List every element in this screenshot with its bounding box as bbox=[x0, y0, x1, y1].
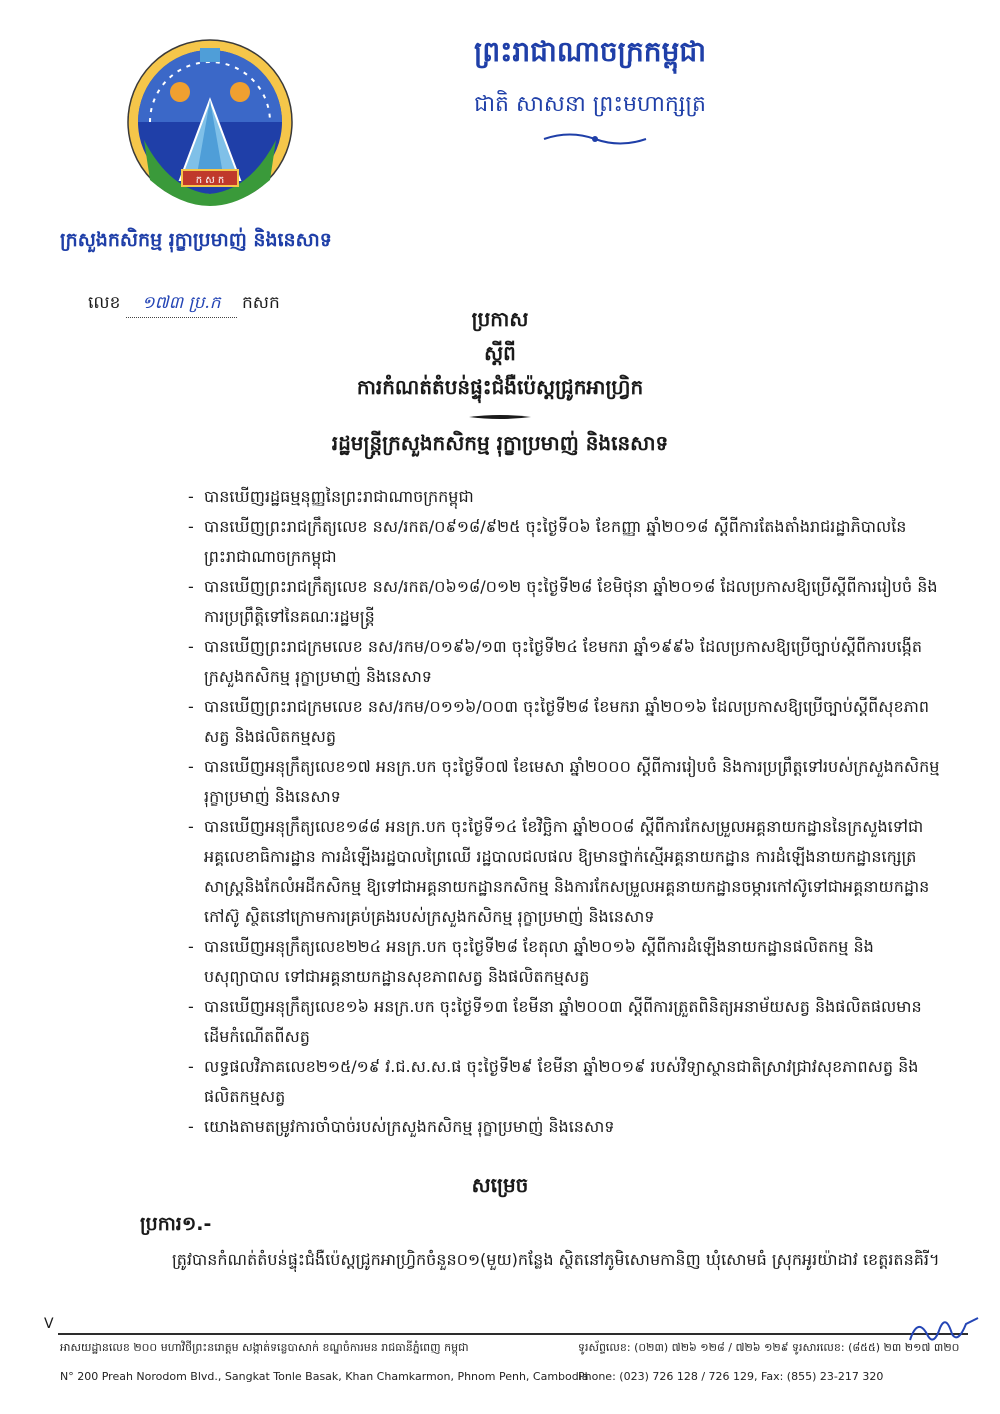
kingdom-title: ព្រះរាជាណាចក្រកម្ពុជា bbox=[473, 35, 706, 68]
list-item: - បានឃើញព្រះរាជក្រឹត្យលេខ នស/រកត/០៩១៨/៩២៥ ចុះថ្ងៃទី០៦ ខែកញ្ញា ឆ្នាំ២០១៨ ស្តីពីការតែងតាំងរាជរដ្ឋាភិបាលនៃព្រះរាជាណាចក្រកម្ពុជា bbox=[188, 512, 940, 572]
preamble-list bbox=[188, 482, 940, 1142]
national-motto: ជាតិ សាសនា ព្រះមហាក្សត្រ bbox=[474, 92, 706, 117]
handwritten-initials-icon bbox=[904, 1310, 984, 1350]
reference-handwritten: ១៧៣ ប្រ.ក bbox=[126, 292, 237, 318]
footer-address-kh: អាសយដ្ឋានលេខ ២០០ មហាវិថីព្រះនរោត្តម សង្កាត់ទន្លេបាសាក់ ខណ្ឌចំការមន រាជធានីភ្នំពេញ កម្ពុជា bbox=[60, 1341, 469, 1354]
list-item: - បានឃើញព្រះរាជក្រមលេខ នស/រកម/០១៩៦/១៣ ចុះថ្ងៃទី២៤ ខែមករា ឆ្នាំ១៩៩៦ ដែលប្រកាសឱ្យប្រើច្បាប់ស្តីពីការបង្កើតក្រសួងកសិកម្ម រុក្ខាប្រមាញ់ និងនេសាទ bbox=[188, 632, 940, 692]
reference-prefix: លេខ bbox=[88, 293, 121, 313]
article-1-heading: ប្រការ១.- bbox=[140, 1213, 212, 1235]
list-item: - បានឃើញអនុក្រឹត្យលេខ១៦ អនក្រ.បក ចុះថ្ងៃទី១៣ ខែមីនា ឆ្នាំ២០០៣ ស្តីពីការត្រួតពិនិត្យអនាម័យសត្វ និងផលិតផលមានដើមកំណើតពីសត្វ bbox=[188, 992, 940, 1052]
footer-address-en: N° 200 Preah Norodom Blvd., Sangkat Tonle Basak, Khan Chamkarmon, Phnom Penh, Cambodia bbox=[60, 1370, 589, 1383]
title-concerning: ស្តីពី bbox=[484, 341, 516, 365]
list-item: - បានឃើញអនុក្រឹត្យលេខ២២៤ អនក្រ.បក ចុះថ្ងៃទី២៨ ខែតុលា ឆ្នាំ២០១៦ ស្តីពីការដំឡើងនាយកដ្ឋានផលិតកម្ម និងបសុព្យាបាល ទៅជាអគ្គនាយកដ្ឋានសុខភាពសត្វ និងផលិតកម្មសត្វ bbox=[188, 932, 940, 992]
reference-suffix: កសក bbox=[241, 293, 280, 313]
article-1-body: ត្រូវបានកំណត់តំបន់ផ្ទុះជំងឺប៉េស្តជ្រូកអាហ្វ្រិកចំនួន០១(មួយ)កន្លែង ស្ថិតនៅភូមិសោមកានិញ ឃុំសោមធំ ស្រុកអូរយ៉ាដាវ ខេត្តរតនគិរី។ bbox=[172, 1250, 940, 1269]
footer-phone-kh: ទូរស័ព្ទលេខ: (០២៣) ៧២៦ ១២៨ / ៧២៦ ១២៩ ទូរសារលេខ: (៨៥៥) ២៣ ២១៧ ៣២០ bbox=[578, 1341, 960, 1354]
list-item: - យោងតាមតម្រូវការចាំបាច់របស់ក្រសួងកសិកម្ម រុក្ខាប្រមាញ់ និងនេសាទ bbox=[188, 1112, 940, 1142]
list-item: - បានឃើញព្រះរាជក្រមលេខ នស/រកម/០១១៦/០០៣ ចុះថ្ងៃទី២៨ ខែមករា ឆ្នាំ២០១៦ ដែលប្រកាសឱ្យប្រើច្បាប់ស្តីពីសុខភាពសត្វ និងផលិតកម្មសត្វ bbox=[188, 692, 940, 752]
list-item: - បានឃើញអនុក្រឹត្យលេខ១៧ អនក្រ.បក ចុះថ្ងៃទី០៧ ខែមេសា ឆ្នាំ២០០០ ស្តីពីការរៀបចំ និងការប្រព្រឹត្តទៅរបស់ក្រសួងកសិកម្ម រុក្ខាប្រមាញ់ និងនេសាទ bbox=[188, 752, 940, 812]
motto-ornament-icon bbox=[540, 130, 650, 148]
footer-phone-en: Phone: (023) 726 128 / 726 129, Fax: (855) 23-217 320 bbox=[578, 1370, 884, 1383]
title-divider-icon bbox=[469, 414, 531, 420]
seal-text: ក ស ក bbox=[195, 175, 225, 186]
title-proclamation: ប្រកាស bbox=[471, 307, 529, 331]
list-item: - លទ្ធផលវិភាគលេខ២១៥/១៩ វ.ជ.ស.ស.ផ ចុះថ្ងៃទី២៩ ខែមីនា ឆ្នាំ២០១៩ របស់វិទ្យាស្ថានជាតិស្រាវជ្រាវសុខភាពសត្វ និងផលិតកម្មសត្វ bbox=[188, 1052, 940, 1112]
decision-heading: សម្រេច bbox=[471, 1173, 529, 1197]
footer-divider bbox=[58, 1333, 968, 1335]
title-minister: រដ្ឋមន្ត្រីក្រសួងកសិកម្ម រុក្ខាប្រមាញ់ និងនេសាទ bbox=[331, 431, 669, 455]
ministry-name: ក្រសួងកសិកម្ម រុក្ខាប្រមាញ់ និងនេសាទ bbox=[60, 229, 332, 251]
list-item: - បានឃើញអនុក្រឹត្យលេខ១៨៨ អនក្រ.បក ចុះថ្ងៃទី១៤ ខែវិច្ឆិកា ឆ្នាំ២០០៨ ស្តីពីការកែសម្រួលអគ្គនាយកដ្ឋាននៃក្រសួងទៅជាអគ្គលេខាធិការដ្ឋាន ការដំឡើងរដ្ឋបាលព្រៃឈើ រដ្ឋបាលជលផល ឱ្យមានថ្នាក់ស្មើអគ្គនាយកដ្ឋាន ការដំឡើងនាយកដ្ឋានក្សេត្រសាស្ត្រនិងកែលំអដីកសិកម្ម ឱ្យទៅជាអគ្គនាយកដ្ឋានកសិកម្ម និងការកែសម្រួលអគ្គនាយកដ្ឋានចម្ការកៅស៊ូទៅជាអគ្គនាយកដ្ឋានកៅស៊ូ ស្ថិតនៅក្រោមការគ្រប់គ្រងរបស់ក្រសួងកសិកម្ម រុក្ខាប្រមាញ់ និងនេសាទ bbox=[188, 812, 940, 932]
page-mark: V bbox=[44, 1316, 54, 1332]
ministry-seal-icon bbox=[120, 30, 300, 210]
list-item: - បានឃើញរដ្ឋធម្មនុញ្ញនៃព្រះរាជាណាចក្រកម្ពុជា bbox=[188, 482, 940, 512]
title-subject: ការកំណត់តំបន់ផ្ទុះជំងឺប៉េស្តជ្រូកអាហ្វ្រិក bbox=[356, 375, 644, 399]
list-item: - បានឃើញព្រះរាជក្រឹត្យលេខ នស/រកត/០៦១៨/០១២ ចុះថ្ងៃទី២៨ ខែមិថុនា ឆ្នាំ២០១៨ ដែលប្រកាសឱ្យប្រើស្តីពីការរៀបចំ និងការប្រព្រឹត្តិទៅនៃគណៈរដ្ឋមន្ត្រី bbox=[188, 572, 940, 632]
